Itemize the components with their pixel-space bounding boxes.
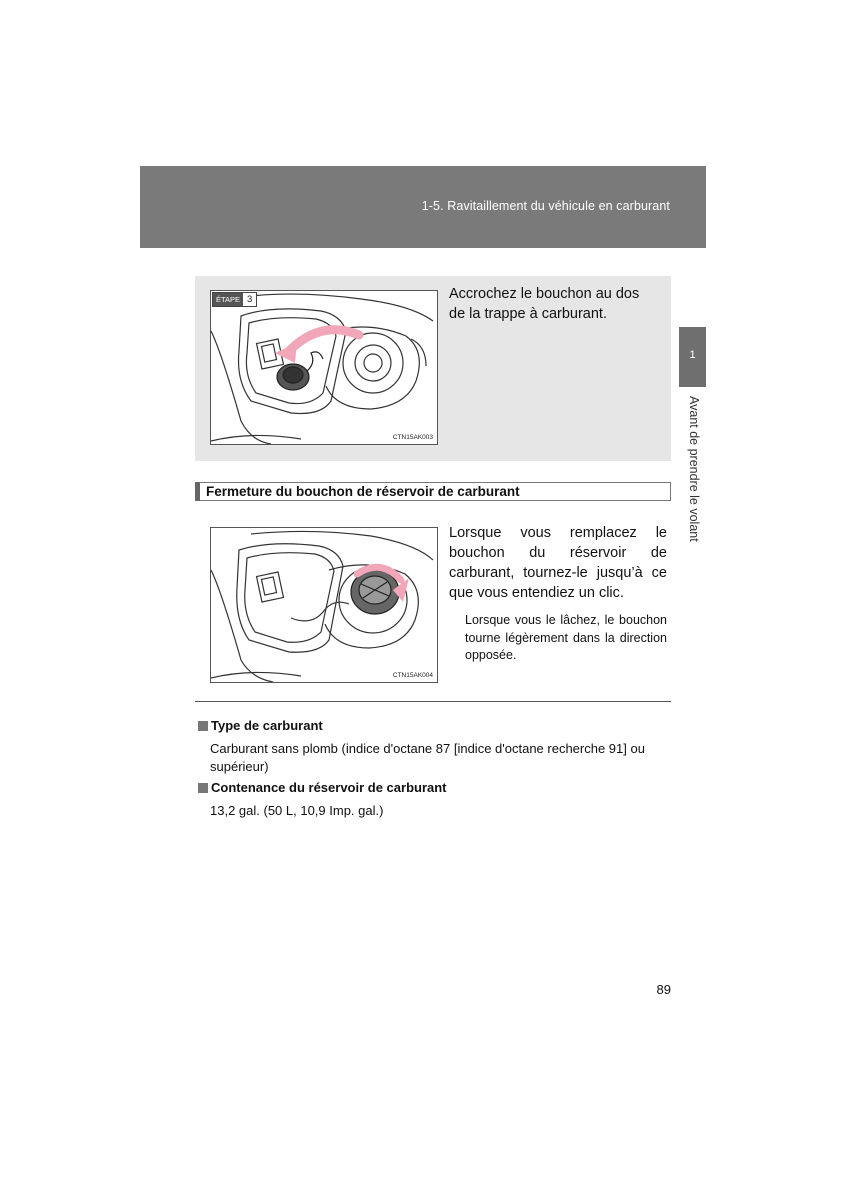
info-body-fuel-type: Carburant sans plomb (indice d'octane 87 [indice d'octane recherche 91] ou supérieur) (210, 741, 645, 774)
square-bullet-icon (198, 721, 208, 731)
info-body-tank-capacity: 13,2 gal. (50 L, 10,9 Imp. gal.) (210, 803, 384, 818)
fuel-door-open-cap-hung-illustration (211, 291, 437, 444)
divider (195, 701, 671, 702)
chapter-number: 1 (689, 349, 696, 361)
step-badge (212, 292, 257, 307)
page-number: 89 (656, 982, 671, 997)
chapter-tab (679, 327, 706, 387)
section-heading (195, 482, 671, 501)
closing-figure (210, 527, 438, 683)
info-heading-fuel-type (198, 718, 323, 733)
section-heading-text: Fermeture du bouchon de réservoir de carburant (206, 484, 520, 499)
heading-accent-bar (195, 482, 200, 501)
section-title: 1-5. Ravitaillement du véhicule en carburant (421, 199, 670, 213)
square-bullet-icon (198, 783, 208, 793)
step-figure (210, 290, 438, 445)
step-badge-label: ÉTAPE (213, 293, 243, 306)
figure-code: CTN15AK004 (392, 672, 433, 679)
info-heading-text: Type de carburant (211, 718, 323, 733)
info-heading-tank-capacity (198, 780, 447, 795)
info-heading-text: Contenance du réservoir de carburant (211, 780, 447, 795)
step-panel (195, 276, 671, 461)
closing-instruction: Lorsque vous remplacez le bouchon du réservoir de carburant, tournez-le jusqu’à ce que vous entendiez un clic. (449, 525, 667, 601)
fuel-cap-tighten-illustration (211, 528, 437, 682)
chapter-label: Avant de prendre le volant (687, 396, 701, 542)
closing-note: Lorsque vous le lâchez, le bouchon tourne légèrement dans la direction opposée. (465, 613, 667, 662)
step-badge-number: 3 (247, 294, 253, 305)
figure-code: CTN15AK003 (392, 434, 433, 441)
step-instruction: Accrochez le bouchon au dos de la trappe à carburant. (449, 286, 640, 322)
chapter-header (140, 166, 706, 248)
